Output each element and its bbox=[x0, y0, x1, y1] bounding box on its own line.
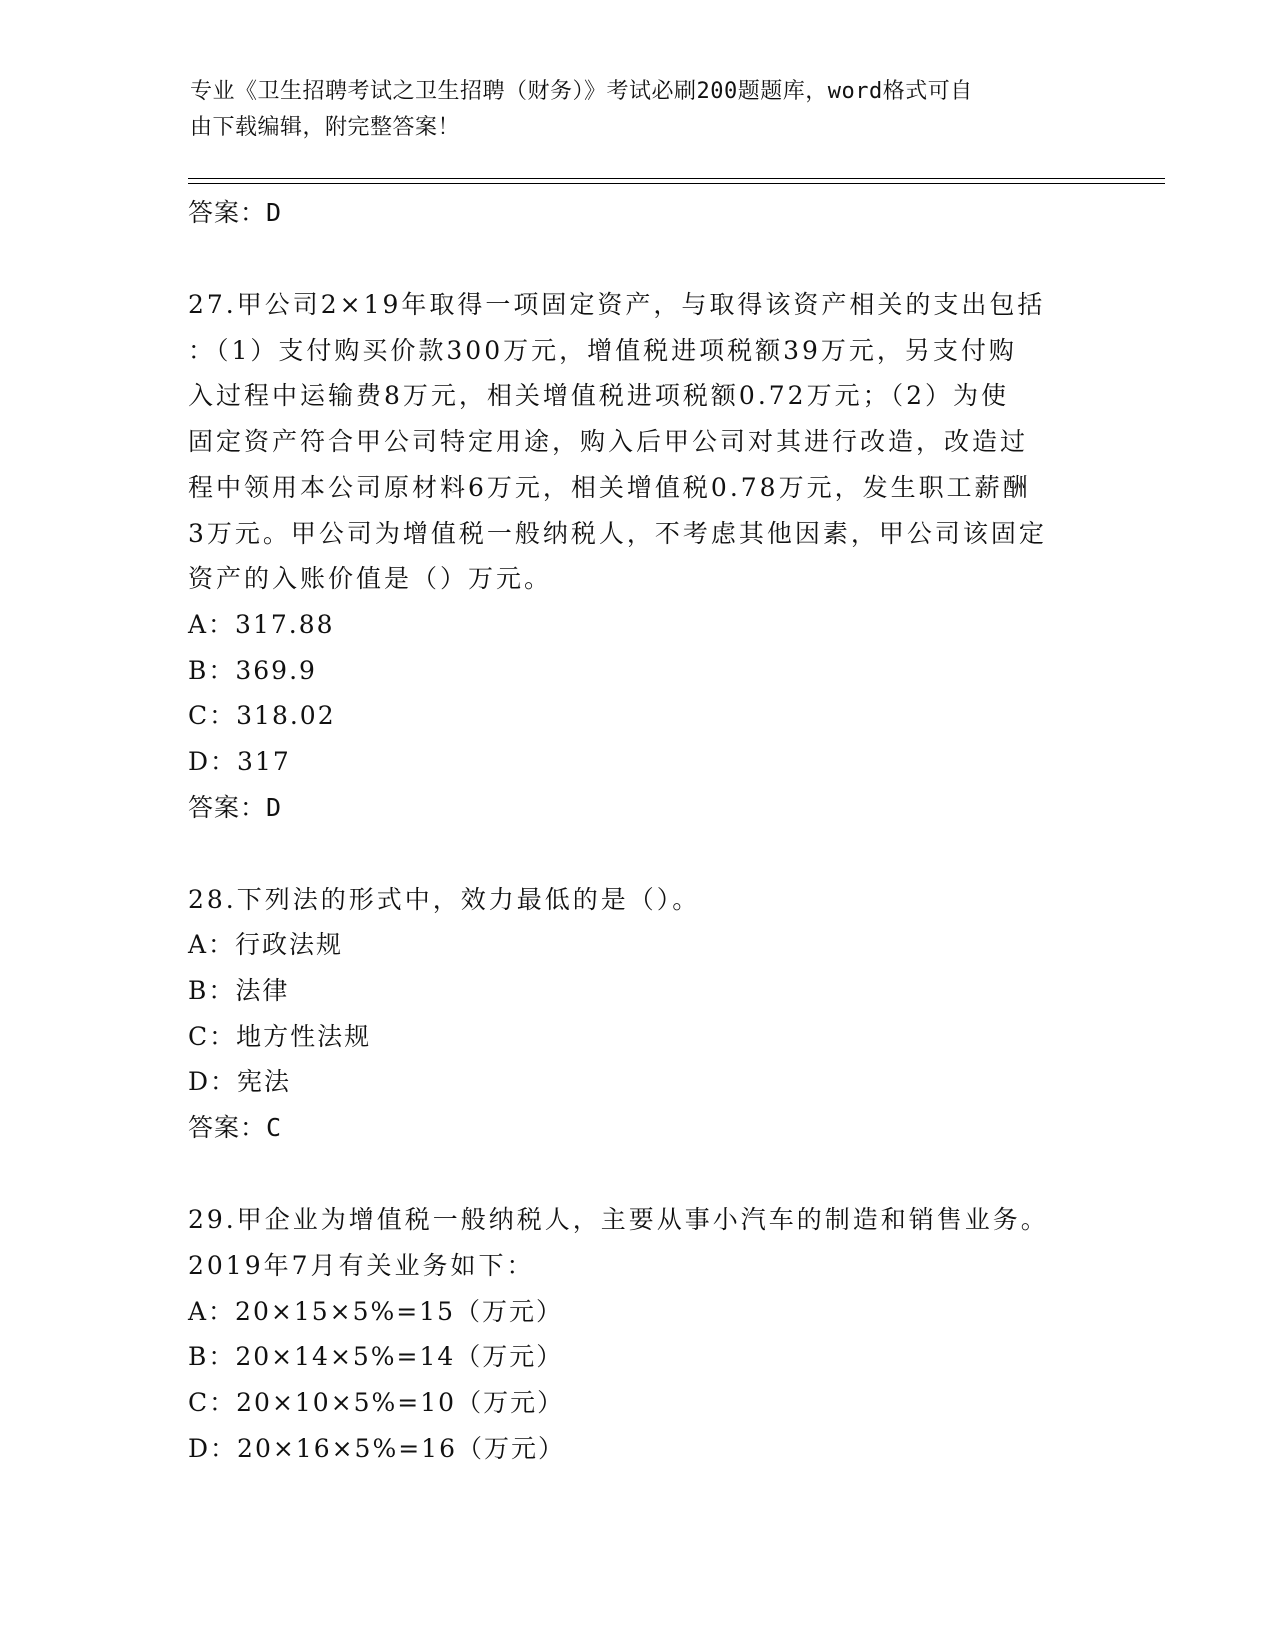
header-line-2: 由下载编辑，附完整答案！ bbox=[190, 115, 461, 140]
option-d: D：317 bbox=[188, 746, 291, 776]
question-27 bbox=[188, 282, 1088, 831]
question-text-line: 29.甲企业为增值税一般纳税人，主要从事小汽车的制造和销售业务。 bbox=[188, 1205, 1049, 1235]
question-29-text bbox=[188, 1197, 1088, 1288]
question-text-line: 固定资产符合甲公司特定用途，购入后甲公司对其进行改造，改造过 bbox=[188, 427, 1029, 457]
question-text-line: ：（1）支付购买价款300万元，增值税进项税额39万元，另支付购 bbox=[188, 335, 1017, 365]
option-c: C：318.02 bbox=[188, 701, 336, 731]
option-a: A：行政法规 bbox=[188, 930, 344, 960]
question-27-text bbox=[188, 282, 1088, 602]
question-text-line: 入过程中运输费8万元，相关增值税进项税额0.72万元；（2）为使 bbox=[188, 381, 1009, 411]
question-28-answer: 答案：C bbox=[188, 1113, 283, 1143]
question-text-line: 资产的入账价值是（）万元。 bbox=[188, 564, 553, 594]
question-text-line: 27.甲公司2×19年取得一项固定资产，与取得该资产相关的支出包括 bbox=[188, 290, 1046, 319]
question-27-answer: 答案：D bbox=[188, 792, 283, 822]
previous-answer: 答案：D bbox=[188, 198, 283, 227]
document-header bbox=[190, 74, 1090, 146]
header-divider-bottom bbox=[188, 183, 1165, 184]
question-29 bbox=[188, 1197, 1088, 1471]
option-d: D：20×16×5%=16（万元） bbox=[188, 1433, 565, 1463]
header-divider-top bbox=[188, 178, 1165, 179]
option-b: B：法律 bbox=[188, 976, 290, 1006]
question-28 bbox=[188, 877, 1088, 1151]
option-b: B：369.9 bbox=[188, 655, 317, 685]
option-a: A：20×15×5%=15（万元） bbox=[188, 1296, 563, 1326]
option-a: A：317.88 bbox=[188, 609, 335, 639]
option-c: C：地方性法规 bbox=[188, 1021, 372, 1051]
header-line-1: 专业《卫生招聘考试之卫生招聘（财务）》考试必刷200题题库，word格式可自 bbox=[190, 79, 973, 104]
question-text-line: 程中领用本公司原材料6万元，相关增值税0.78万元，发生职工薪酬 bbox=[188, 472, 1031, 502]
document-body bbox=[188, 190, 1088, 1471]
question-text-line: 28.下列法的形式中，效力最低的是（）。 bbox=[188, 884, 701, 914]
option-c: C：20×10×5%=10（万元） bbox=[188, 1387, 565, 1417]
question-text-line: 3万元。甲公司为增值税一般纳税人，不考虑其他因素，甲公司该固定 bbox=[188, 518, 1047, 548]
option-b: B：20×14×5%=14（万元） bbox=[188, 1342, 564, 1372]
question-text-line: 2019年7月有关业务如下： bbox=[188, 1250, 535, 1280]
option-d: D：宪法 bbox=[188, 1067, 292, 1097]
question-28-text bbox=[188, 877, 1088, 923]
